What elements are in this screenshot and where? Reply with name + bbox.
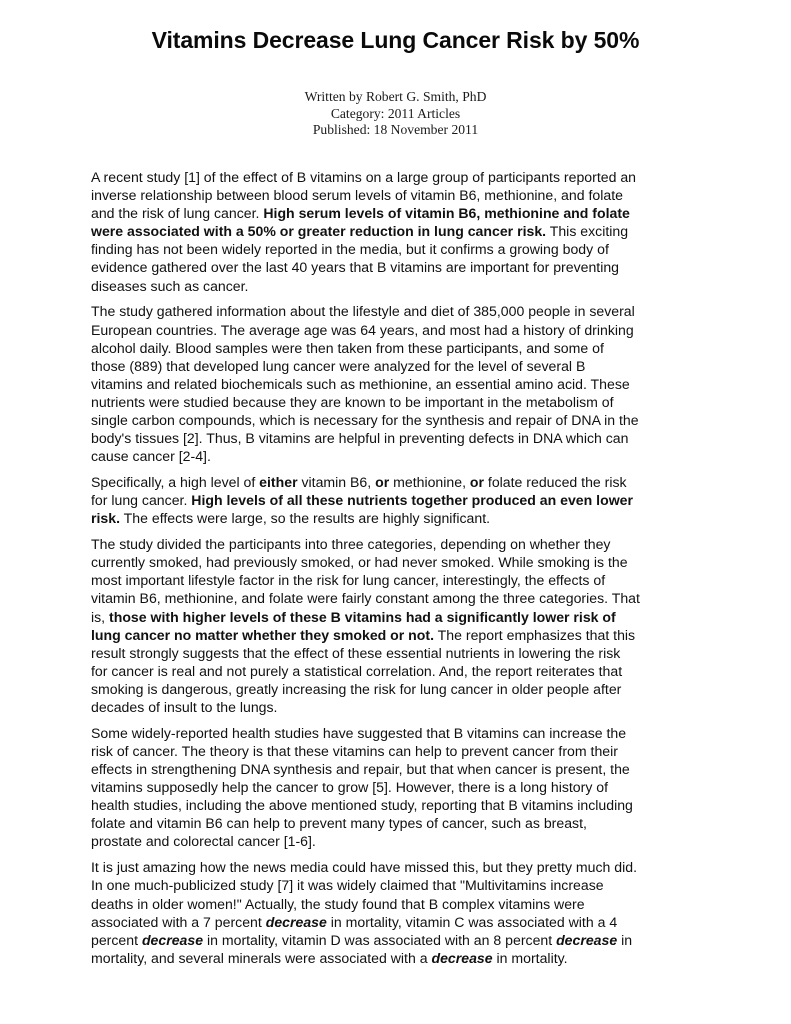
emphasized-text: decrease [141,931,204,948]
published-date: Published: 18 November 2011 [312,122,479,137]
emphasized-text: were associated with a 50% or greater reduction in lung cancer risk. [91,223,547,240]
paragraph-study-design: The study gathered information about the lifestyle and diet of 385,000 people in several European countries. The average age was 64 years, and most had a history of drinking alcohol daily. Blood samples were then taken from these participants, and some of those (889) that developed lung cancer were analyzed for the level of several B vitamins and related biochemicals such as methionine, an essential amino acid. These nutrients were studied because they are known to be important in the metabolism of single carbon compounds, which is necessary for the synthesis and repair of DNA in the body's tissues [2]. Thus, B vitamins are helpful in preventing defects in DNA which can cause cancer [2-4]. [91,303,639,465]
article-meta [0,89,791,139]
emphasized-text: decrease [556,931,618,948]
article-title: Vitamins Decrease Lung Cancer Risk by 50% [151,27,640,53]
emphasized-text: risk. [91,510,120,527]
emphasized-text: decrease [265,913,327,930]
category: Category: 2011 Articles [330,105,461,121]
paragraph-intro: A recent study [1] of the effect of B vitamins on a large group of participants reported an inverse relationship between blood serum levels of vitamin B6, methionine, and folate and the risk of lung cancer. High serum levels of vitamin B6, methionine and folate were associated with a 50% or greater reduction in lung cancer risk. This exciting finding has not been widely reported in the media, but it confirms a growing body of evidence gathered over the last 40 years that B vitamins are important for preventing diseases such as cancer. [91,169,637,294]
emphasized-text: either [259,474,298,491]
byline: Written by Robert G. Smith, PhD [304,89,487,104]
emphasized-text: those with higher levels of these B vitamins had a significantly lower risk of [109,608,616,625]
emphasized-text: lung cancer no matter whether they smoked or not. [91,626,435,643]
article-body [91,168,731,975]
emphasized-text: or [469,474,484,491]
paragraph-media-coverage: It is just amazing how the news media could have missed this, but they pretty much did. In one much-publicized study [7] it was widely claimed that "Multivitamins increase deaths in older women!" Actually, the study found that B complex vitamins were associated with a 7 percent decrease in mortality, vitamin C was associated with a 4 percent decrease in mortality, vitamin D was associated with an 8 percent decrease in mortality, and several minerals were associated with a decrease in mortality. [91,859,638,966]
emphasized-text: High serum levels of vitamin B6, methionine and folate [263,205,630,222]
emphasized-text: High levels of all these nutrients together produced an even lower [191,492,633,509]
paragraph-smoking-categories: The study divided the participants into three categories, depending on whether they currently smoked, had previously smoked, or had never smoked. While smoking is the most important lifestyle factor in the risk for lung cancer, interestingly, the effects of vitamin B6, methionine, and folate were fairly constant among the three categories. That is, those with higher levels of these B vitamins had a significantly lower risk of lung cancer no matter whether they smoked or not. The report emphasizes that this result strongly suggests that the effect of these essential nutrients in lowering the risk for cancer is real and not purely a statistical correlation. And, the report reiterates that smoking is dangerous, greatly increasing the risk for lung cancer in older people after decades of insult to the lungs. [91,536,640,716]
paragraph-counter-claims: Some widely-reported health studies have suggested that B vitamins can increase the risk of cancer. The theory is that these vitamins can help to prevent cancer from their effects in strengthening DNA synthesis and repair, but that when cancer is present, the vitamins supposedly help the cancer to grow [5]. However, there is a long history of health studies, including the above mentioned study, reporting that B vitamins including folate and vitamin B6 can help to prevent many types of cancer, such as breast, prostate and colorectal cancer [1-6]. [91,724,633,850]
emphasized-text: decrease [431,949,493,966]
paragraph-findings: Specifically, a high level of either vitamin B6, or methionine, or folate reduced the risk for lung cancer. High levels of all these nutrients together produced an even lower risk. The effects were large, so the results are highly significant. [91,474,633,527]
emphasized-text: or [375,474,390,491]
